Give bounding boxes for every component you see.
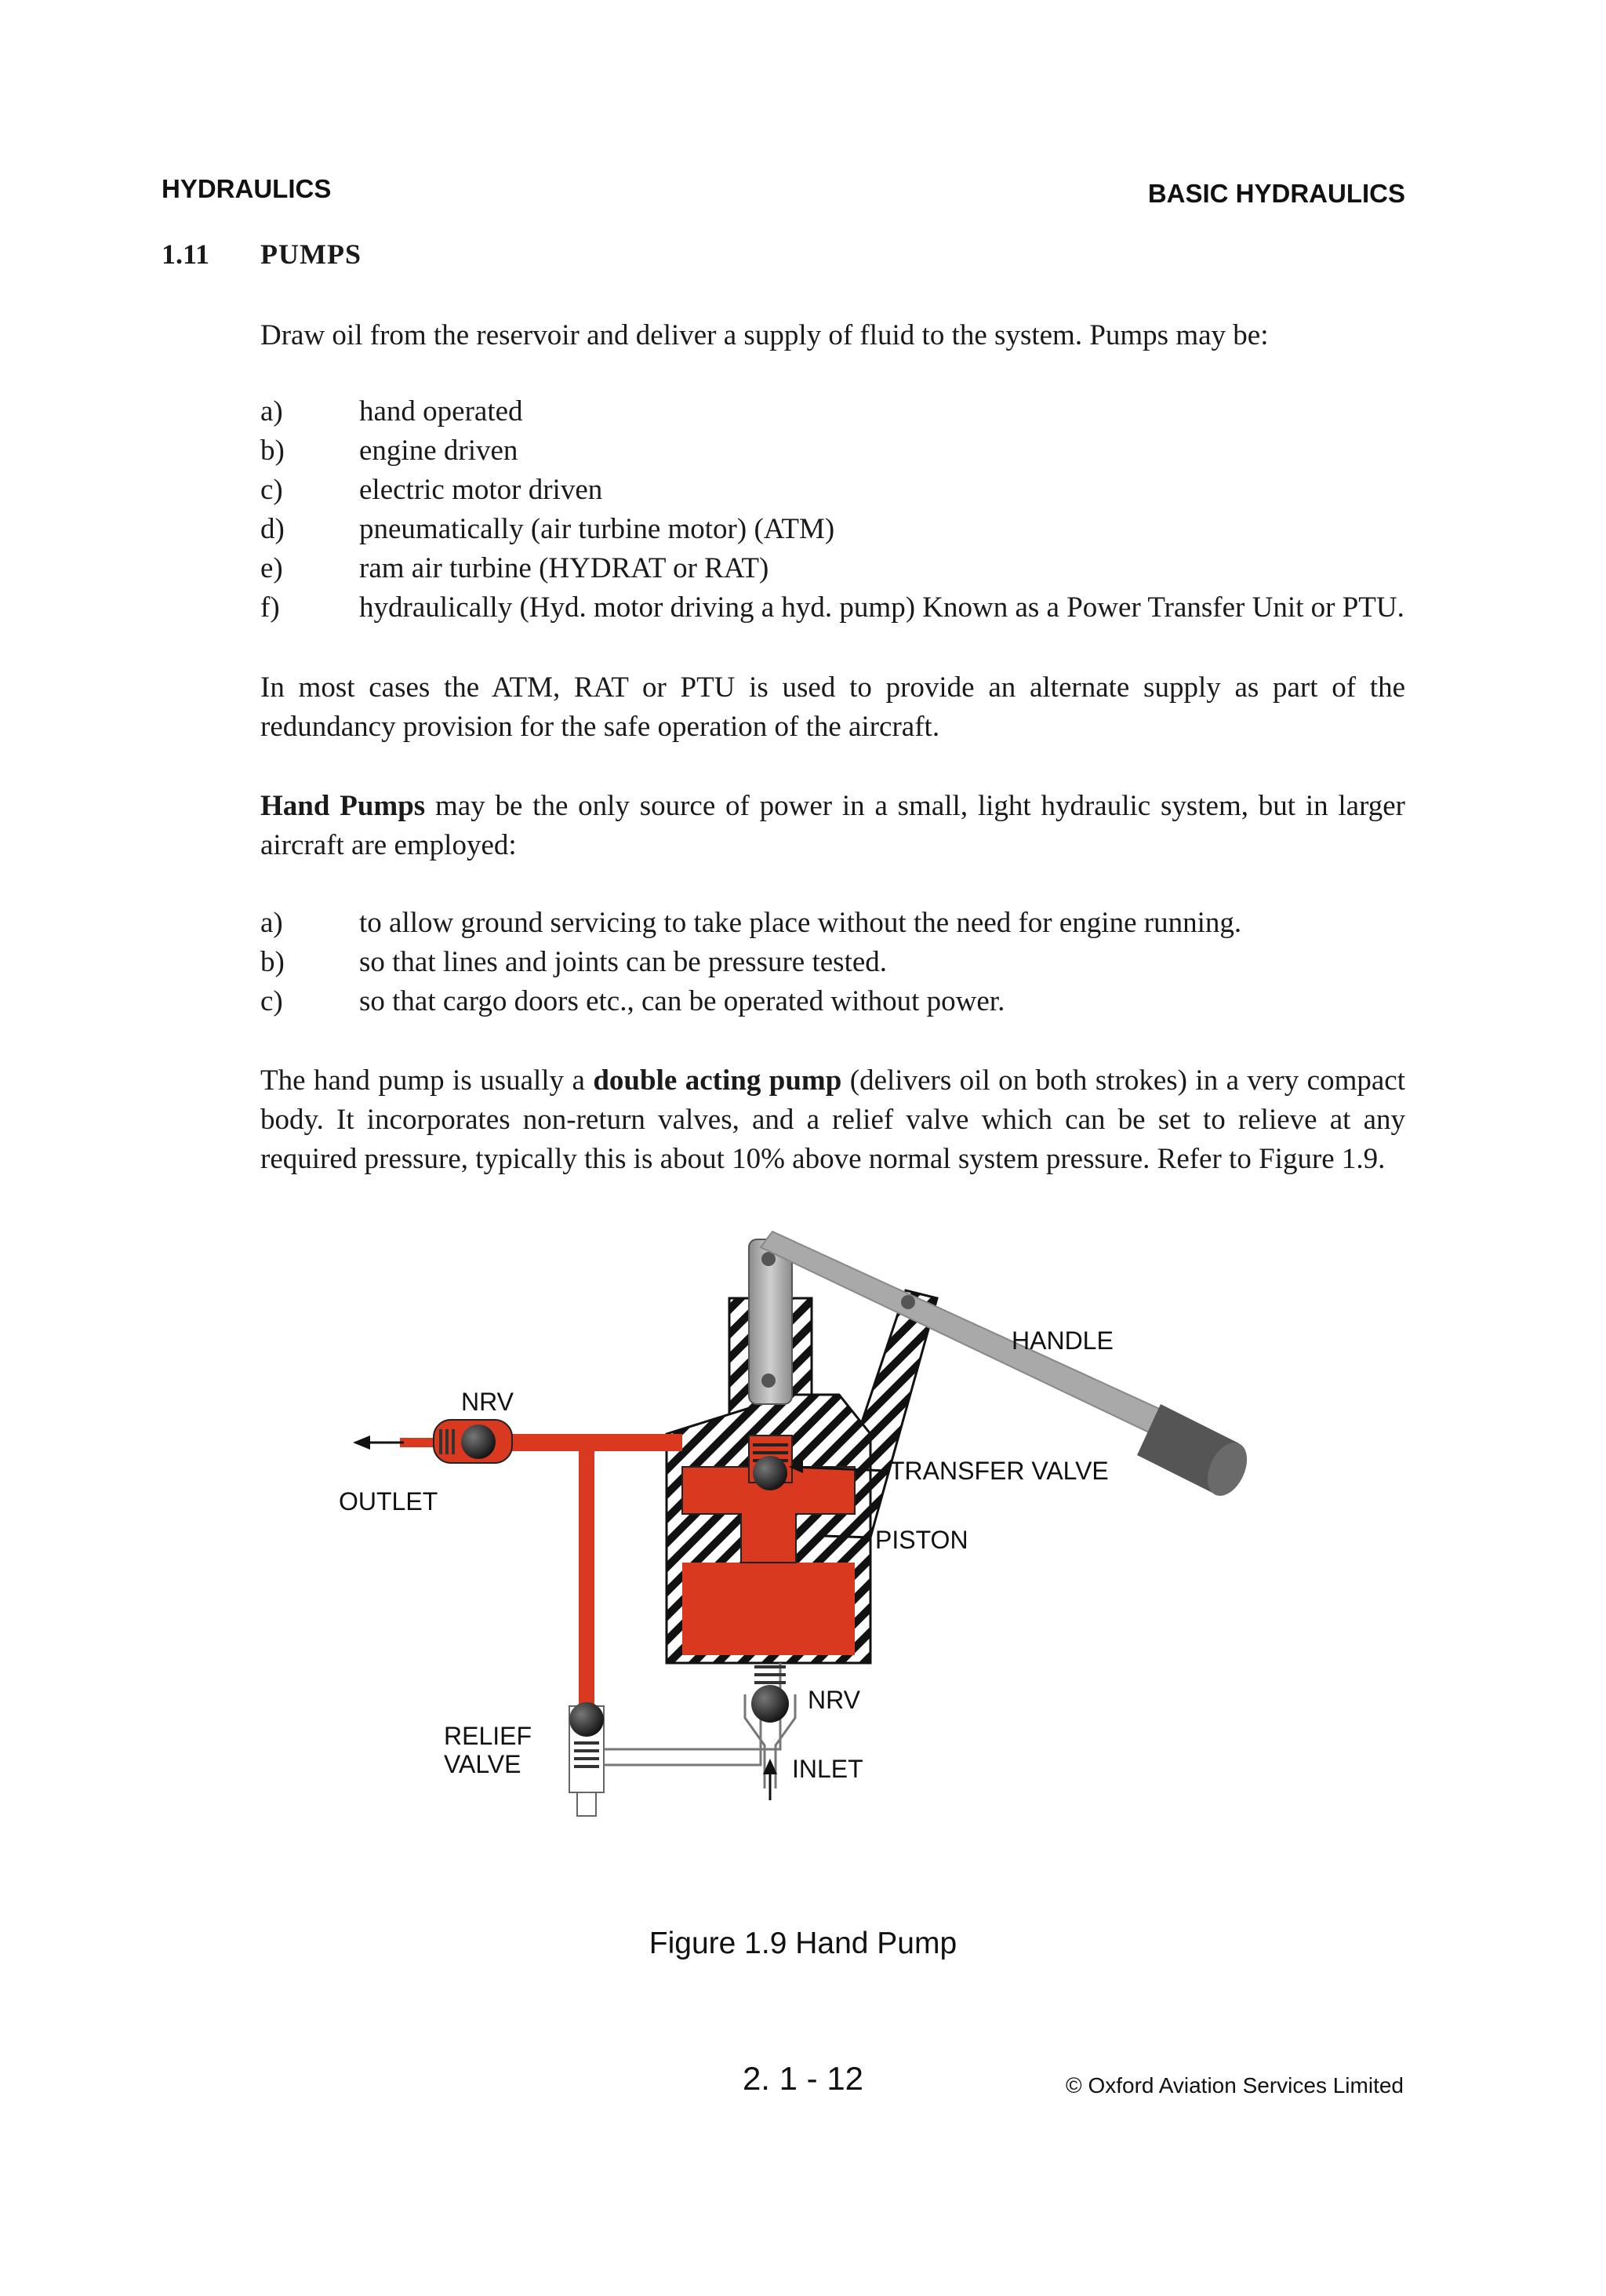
hand-pumps-term: Hand Pumps bbox=[260, 790, 426, 822]
section-title: PUMPS bbox=[260, 238, 362, 270]
piston-land-right bbox=[798, 1516, 853, 1561]
hand-pumps-text: may be the only source of power in a small, light hydraulic system, but in larger aircraft are employed: bbox=[260, 790, 1405, 861]
list-item bbox=[260, 431, 1405, 471]
label-nrv-top: NRV bbox=[461, 1388, 514, 1416]
label-handle: HANDLE bbox=[1012, 1326, 1114, 1355]
list-item bbox=[260, 904, 1405, 943]
label-outlet: OUTLET bbox=[339, 1487, 438, 1516]
handle-grip bbox=[1137, 1404, 1255, 1502]
inlet-nrv-ball bbox=[751, 1685, 789, 1723]
list-marker: c) bbox=[260, 474, 283, 506]
intro-paragraph: Draw oil from the reservoir and deliver a supply of fluid to the system. Pumps may be: bbox=[260, 319, 1269, 351]
list-text: so that cargo doors etc., can be operated without power. bbox=[359, 985, 1005, 1017]
list-marker: b) bbox=[260, 435, 285, 467]
list-item bbox=[260, 943, 1405, 982]
label-valve: VALVE bbox=[444, 1750, 521, 1778]
label-relief: RELIEF bbox=[444, 1722, 532, 1750]
label-inlet: INLET bbox=[792, 1755, 863, 1783]
rod-pin-bottom bbox=[761, 1374, 776, 1388]
list-marker: e) bbox=[260, 552, 283, 584]
list-marker: d) bbox=[260, 513, 285, 545]
label-piston: PISTON bbox=[875, 1526, 968, 1554]
hand-pumps-paragraph bbox=[260, 787, 1405, 865]
list-text: engine driven bbox=[359, 435, 518, 467]
relief-line bbox=[579, 1451, 594, 1706]
list-item bbox=[260, 471, 1405, 510]
list-marker: a) bbox=[260, 907, 283, 939]
piston-land-left bbox=[684, 1516, 739, 1561]
outlet-nrv-ball bbox=[461, 1425, 496, 1459]
header-left: HYDRAULICS bbox=[162, 174, 332, 203]
hand-pump-diagram bbox=[322, 1224, 1310, 1820]
page-number: 2. 1 - 12 bbox=[742, 2060, 864, 2097]
relief-valve-ball bbox=[569, 1702, 604, 1737]
list-marker: b) bbox=[260, 946, 285, 978]
transfer-valve-ball bbox=[753, 1456, 787, 1490]
double-acting-paragraph bbox=[260, 1061, 1405, 1179]
list-text: electric motor driven bbox=[359, 474, 603, 506]
double-acting-pre: The hand pump is usually a bbox=[260, 1064, 594, 1097]
pump-types-list bbox=[260, 392, 1405, 628]
list-item bbox=[260, 510, 1405, 549]
copyright: © Oxford Aviation Services Limited bbox=[1066, 2073, 1404, 2098]
list-item bbox=[260, 588, 1405, 628]
piston-leader bbox=[823, 1536, 870, 1537]
list-marker: c) bbox=[260, 985, 283, 1017]
label-transfer-valve: TRANSFER VALVE bbox=[889, 1457, 1109, 1485]
section-number: 1.11 bbox=[162, 238, 210, 270]
list-text: hand operated bbox=[359, 395, 523, 428]
list-item bbox=[260, 982, 1405, 1021]
double-acting-post: (delivers oil on both strokes) in a very compact body. It incorporates non-return valves, and a relief valve which can be set to relieve at any required pressure, typically this is about 10% above normal system pressure. Refer to Figure 1.9. bbox=[260, 1064, 1406, 1175]
list-marker: a) bbox=[260, 395, 283, 428]
list-text: so that lines and joints can be pressure tested. bbox=[359, 946, 888, 978]
relief-valve-adjuster bbox=[577, 1792, 596, 1816]
figure-caption: Figure 1.9 Hand Pump bbox=[649, 1927, 957, 1960]
redundancy-paragraph: In most cases the ATM, RAT or PTU is used to provide an alternate supply as part of the redundancy provision for the safe operation of the aircraft. bbox=[260, 671, 1405, 743]
list-text: ram air turbine (HYDRAT or RAT) bbox=[359, 552, 769, 584]
label-nrv-bottom: NRV bbox=[808, 1686, 860, 1714]
list-marker: f) bbox=[260, 591, 280, 624]
hand-pump-uses-list bbox=[260, 904, 1405, 1021]
handle-pivot bbox=[901, 1295, 915, 1309]
list-text: hydraulically (Hyd. motor driving a hyd. pump) Known as a Power Transfer Unit or PTU. bbox=[359, 591, 1404, 624]
outlet-arrowhead bbox=[353, 1435, 370, 1450]
double-acting-term: double acting pump bbox=[593, 1064, 842, 1097]
list-item bbox=[260, 549, 1405, 588]
list-item bbox=[260, 392, 1405, 431]
cylinder-fluid bbox=[682, 1563, 855, 1655]
list-text: to allow ground servicing to take place without the need for engine running. bbox=[359, 907, 1242, 939]
hand-pump-figure bbox=[322, 1224, 1310, 1820]
list-text: pneumatically (air turbine motor) (ATM) bbox=[359, 513, 835, 545]
header-right: BASIC HYDRAULICS bbox=[1147, 179, 1405, 208]
